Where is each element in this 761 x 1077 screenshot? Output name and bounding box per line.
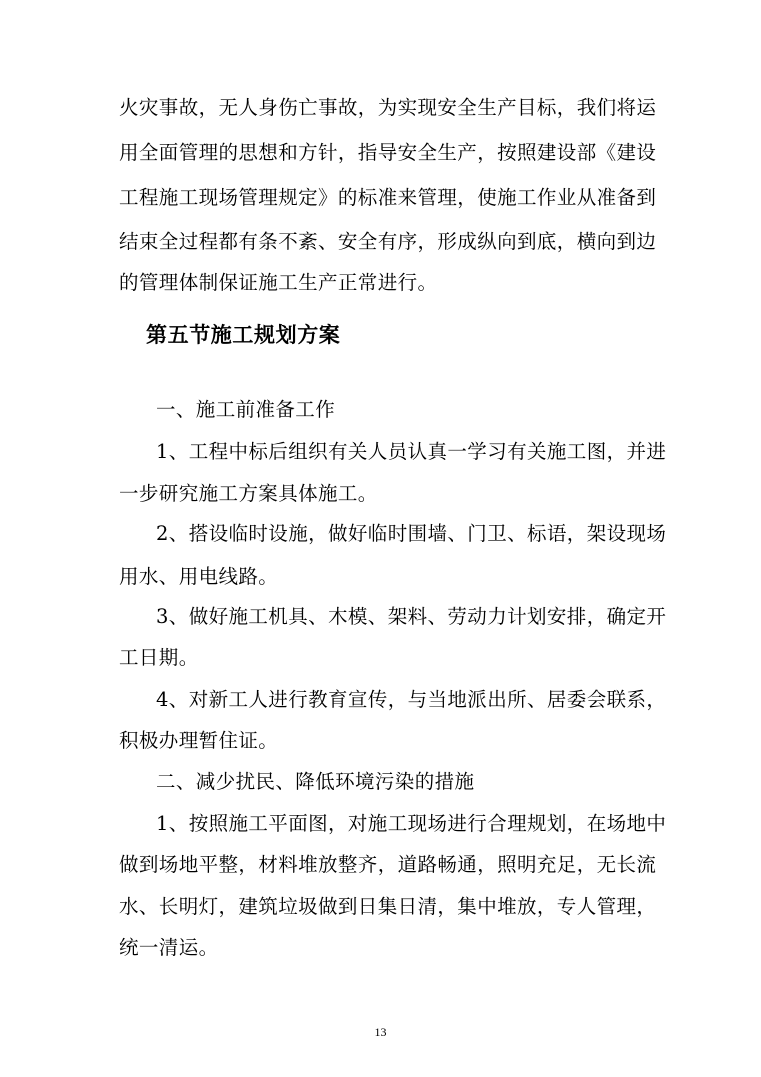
- list-item-line: 统一清运。: [119, 936, 219, 959]
- list-item-line: 工日期。: [119, 646, 199, 669]
- list-item-line: 水、长明灯，建筑垃圾做到日集日清，集中堆放，专人管理，: [119, 895, 657, 918]
- subsection-heading: 二、减少扰民、降低环境污染的措施: [156, 770, 475, 793]
- list-item-line: 2、搭设临时设施，做好临时围墙、门卫、标语，架设现场: [156, 522, 667, 545]
- section-title: 第五节施工规划方案: [146, 323, 341, 347]
- page-number: 13: [374, 1025, 387, 1039]
- paragraph-line: 用全面管理的思想和方针，指导安全生产，按照建设部《建设: [119, 141, 657, 164]
- list-item-line: 一步研究施工方案具体施工。: [119, 482, 378, 505]
- list-item-line: 用水、用电线路。: [119, 565, 279, 588]
- list-item-line: 3、做好施工机具、木模、架料、劳动力计划安排，确定开: [156, 605, 667, 628]
- paragraph-line: 的管理体制保证施工生产正常进行。: [119, 271, 438, 294]
- paragraph-line: 火灾事故，无人身伤亡事故，为实现安全生产目标，我们将运: [119, 96, 657, 119]
- list-item-line: 4、对新工人进行教育宣传，与当地派出所、居委会联系，: [156, 688, 667, 711]
- list-item-line: 1、工程中标后组织有关人员认真一学习有关施工图，并进: [156, 440, 667, 463]
- paragraph-line: 工程施工现场管理规定》的标准来管理，使施工作业从准备到: [119, 186, 657, 209]
- paragraph-line: 结束全过程都有条不紊、安全有序，形成纵向到底，横向到边: [119, 230, 657, 253]
- list-item-line: 积极办理暂住证。: [119, 729, 279, 752]
- subsection-heading: 一、施工前准备工作: [156, 398, 336, 421]
- list-item-line: 做到场地平整，材料堆放整齐，道路畅通，照明充足，无长流: [119, 853, 657, 876]
- list-item-line: 1、按照施工平面图，对施工现场进行合理规划，在场地中: [156, 812, 667, 835]
